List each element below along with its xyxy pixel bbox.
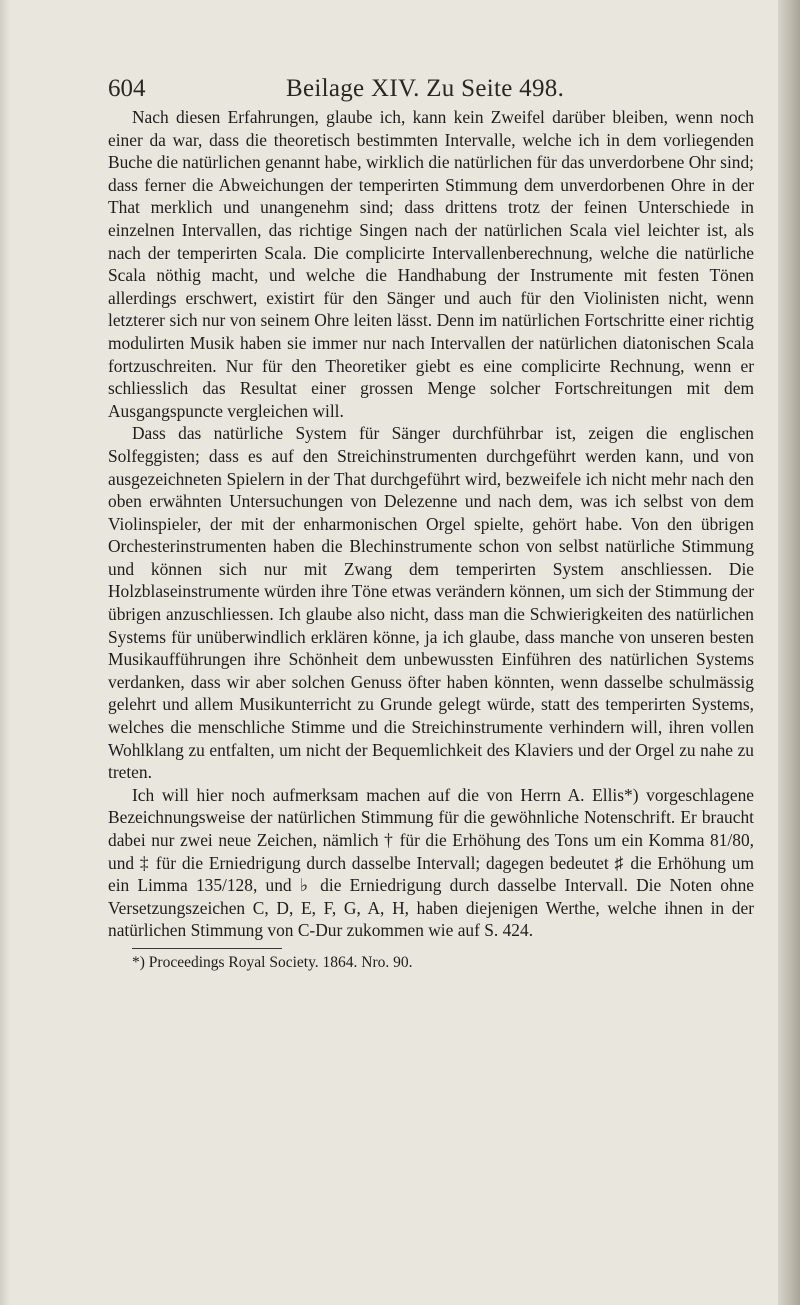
paragraph-3: Ich will hier noch aufmerksam machen auf die von Herrn A. Ellis*) vorgeschlagene Bezeichnungsweise der natürlichen Stimmung für die gewöhnliche Notenschrift. Er braucht dabei nur zwei neue Zeichen, nämlich † für die Erhöhung des Tons um ein Komma 81/80, und ‡ für die Erniedrigung durch dasselbe Intervall; dagegen bedeutet ♯ die Erhöhung um ein Limma 135/128, und ♭ die Erniedrigung durch dasselbe Intervall. Die Noten ohne Versetzungszeichen C, D, E, F, G, A, H, haben diejenigen Werthe, welche ihnen in der natürlichen Stimmung von C-Dur zukommen wie auf S. 424. bbox=[108, 784, 754, 941]
scan-edge-left bbox=[0, 0, 10, 1305]
page-header bbox=[108, 72, 754, 106]
paragraph-2: Dass das natürliche System für Sänger durchführbar ist, zeigen die englischen Solfeggisten; dass es auf den Streichinstrumenten durchgeführt werden kann, und von ausgezeichneten Spielern in der That durchgeführt wird, bezweifele ich nicht mehr nach den oben erwähnten Untersuchungen von Delezenne und nach dem, was ich selbst von dem Violinspieler, der mit der enharmonischen Orgel spielte, gehört habe. Von den übrigen Orchesterinstrumenten haben die Blechinstrumente schon von selbst natürliche Stimmung und können sich nur mit Zwang dem temperirten System anschliessen. Die Holzblaseinstrumente würden ihre Töne etwas verändern können, um sich der Stimmung der übrigen anzuschliessen. Ich glaube also nicht, dass man die Schwierigkeiten des natürlichen Systems für unüberwindlich erklären könne, ja ich glaube, dass manche von unseren besten Musikaufführungen ihre Schönheit dem unbewussten Einführen des natürlichen Systems verdanken, dass wir aber solchen Genuss öfter haben könnten, wenn dasselbe schulmässig gelehrt und allem Musikunterricht zu Grunde gelegt würde, statt des temperirten Systems, welches die menschliche Stimme und die Streichinstrumente verhindern will, ihren vollen Wohlklang zu entfalten, um nicht der Bequemlichkeit des Klaviers und der Orgel zu nahe zu treten. bbox=[108, 423, 754, 783]
paragraph-1: Nach diesen Erfahrungen, glaube ich, kann kein Zweifel darüber bleiben, wenn noch einer da war, dass die theoretisch bestimmten Intervalle, welche ich in dem vorliegenden Buche die natürlichen genannt habe, wirklich die natürlichen für das unverdorbene Ohr sind; dass ferner die Abweichungen der temperirten Stimmung dem unverdorbenen Ohre in der That merklich und unangenehm sind; dass drittens trotz der feinen Unterschiede in einzelnen Intervallen, das richtige Singen nach der natürlichen Scala viel leichter ist, als nach der temperirten Scala. Die complicirte Intervallenberechnung, welche die natürliche Scala nöthig macht, und welche die Handhabung der Instrumente mit festen Tönen allerdings erschwert, existirt für den Sänger und auch für den Violinisten nicht, wenn letzterer sich nur von seinem Ohre leiten lässt. Denn im natürlichen Fortschritte einer richtig modulirten Musik haben sie immer nur nach Intervallen der natürlichen diatonischen Scala fortzuschreiten. Nur für den Theoretiker giebt es eine complicirte Rechnung, wenn er schliesslich das Resultat einer grossen Menge solcher Fortschreitungen mit dem Ausgangspuncte vergleichen will. bbox=[108, 107, 754, 421]
body-text bbox=[108, 106, 754, 942]
running-head: Beilage XIV. Zu Seite 498. bbox=[286, 75, 565, 102]
page-number: 604 bbox=[108, 75, 146, 102]
footnote: *) Proceedings Royal Society. 1864. Nro. 90. bbox=[132, 953, 413, 971]
book-page bbox=[108, 72, 754, 973]
scan-edge-right bbox=[778, 0, 800, 1305]
footnote-rule bbox=[132, 948, 282, 949]
